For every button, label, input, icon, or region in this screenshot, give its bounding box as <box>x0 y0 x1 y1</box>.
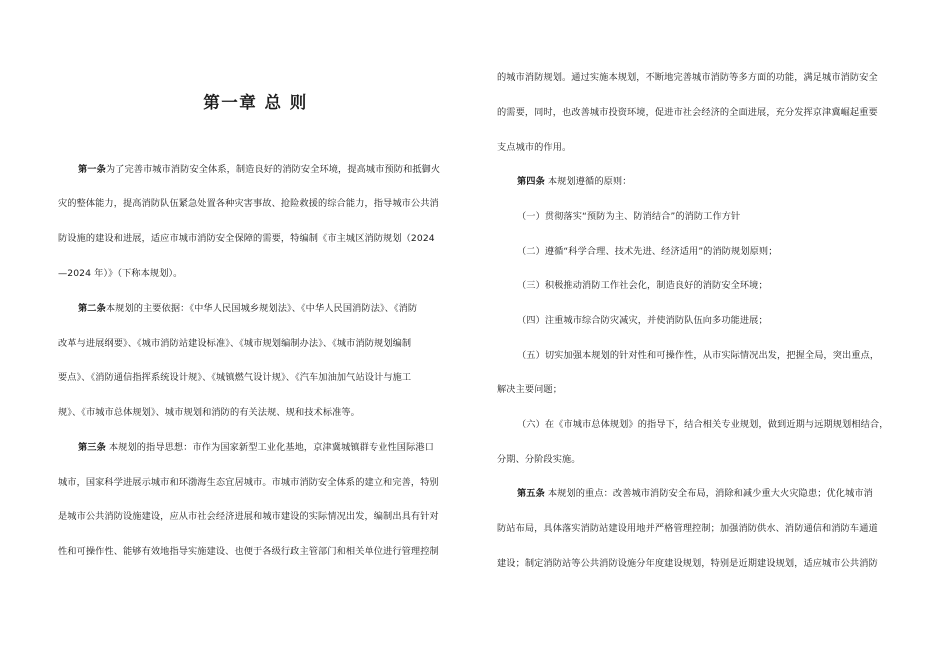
article-3-label: 第三条 <box>78 442 106 453</box>
principle-item-5: （五）切实加强本规划的针对性和可操作性，从市实际情况出发，把握全局，突出重点， <box>517 350 880 361</box>
article-1-line-1: 第一条为了完善市城市消防安全体系，制造良好的消防安全环境，提高城市预防和抵御火 <box>78 164 441 175</box>
principle-item-6: （六）在《市城市总体规划》的指导下，结合相关专业规划，做到近期与远期规划相结合， <box>517 419 889 430</box>
principle-item-3: （三）积极推动消防工作社会化，制造良好的消防安全环境； <box>517 280 768 291</box>
article-5-label: 第五条 <box>517 488 545 499</box>
article-4-label: 第四条 <box>517 176 545 187</box>
continuation-line-2: 的需要，同时，也改善城市投资环境，促进市社会经济的全面进展，充分发挥京津冀崛起重要 <box>497 107 878 118</box>
continuation-line-1: 的城市消防规划。通过实施本规划，不断地完善城市消防等多方面的功能，满足城市消防安全 <box>497 72 878 83</box>
article-2-label: 第二条 <box>78 303 106 314</box>
principle-item-5-cont: 解决主要问题； <box>497 384 563 395</box>
article-2-line-2: 改革与进展纲要》、《城市消防站建设标准》、《城市规划编制办法》、《城市消防规划编制 <box>58 338 412 349</box>
article-2-line-3: 要点》、《消防通信指挥系统设计规》、《城镇燃气设计规》、《汽车加油加气站设计与施工 <box>58 372 412 383</box>
principle-item-4: （四）注重城市综合防灾减灾，并使消防队伍向多功能进展； <box>517 315 768 326</box>
chapter-title: 第一章 总 则 <box>203 93 308 112</box>
principle-item-1: （一）贯彻落实“预防为主、防消结合”的消防工作方针 <box>517 211 741 222</box>
article-2-line-1: 第二条本规划的主要依据：《中华人民国城乡规划法》、《中华人民国消防法》、《消防 <box>78 303 418 314</box>
article-1-label: 第一条 <box>78 164 106 175</box>
article-2-line-4: 规》、《市城市总体规划》、城市规划和消防的有关法规、规和技术标准等。 <box>58 407 360 418</box>
article-5-line-1: 第五条 本规划的重点：改善城市消防安全布局，消除和减少重大火灾隐患；优化城市消 <box>517 488 873 499</box>
article-1-line-3: 防设施的建设和进展，适应市城市消防安全保障的需要，特编制《市主城区消防规划（2024 <box>58 233 435 244</box>
article-1-line-2: 灾的整体能力，提高消防队伍紧急处置各种灾害事故、抢险救援的综合能力，指导城市公共消 <box>58 198 439 209</box>
article-5-line-3: 建设；制定消防站等公共消防设施分年度建设规划，特别是近期建设规划，适应城市公共消防 <box>497 558 878 569</box>
article-3-line-3: 是城市公共消防设施建设，应从市社会经济进展和城市建设的实际情况出发，编制出具有针对 <box>58 511 439 522</box>
continuation-line-3: 支点城市的作用。 <box>497 142 572 153</box>
principle-item-6-cont: 分期、分阶段实施。 <box>497 454 581 465</box>
article-5-line-2: 防站布局，具体落实消防站建设用地并严格管理控制；加强消防供水、消防通信和消防车通道 <box>497 523 878 534</box>
article-1-line-4: —2024 年）》（下称本规划）。 <box>58 268 183 279</box>
article-3-line-2: 城市，国家科学进展示城市和环渤海生态宜居城市。市城市消防安全体系的建立和完善，特别 <box>58 477 439 488</box>
article-4-line-1: 第四条 本规划遵循的原则： <box>517 176 632 187</box>
principle-item-2: （二）遵循“科学合理、技术先进、经济适用”的消防规划原则； <box>517 246 778 257</box>
article-3-line-1: 第三条 本规划的指导思想：市作为国家新型工业化基地，京津冀城镇群专业性国际港口 <box>78 442 434 453</box>
article-3-line-4: 性和可操作性、能够有效地指导实施建设、也便于各级行政主管部门和相关单位进行管理控制 <box>58 546 439 557</box>
